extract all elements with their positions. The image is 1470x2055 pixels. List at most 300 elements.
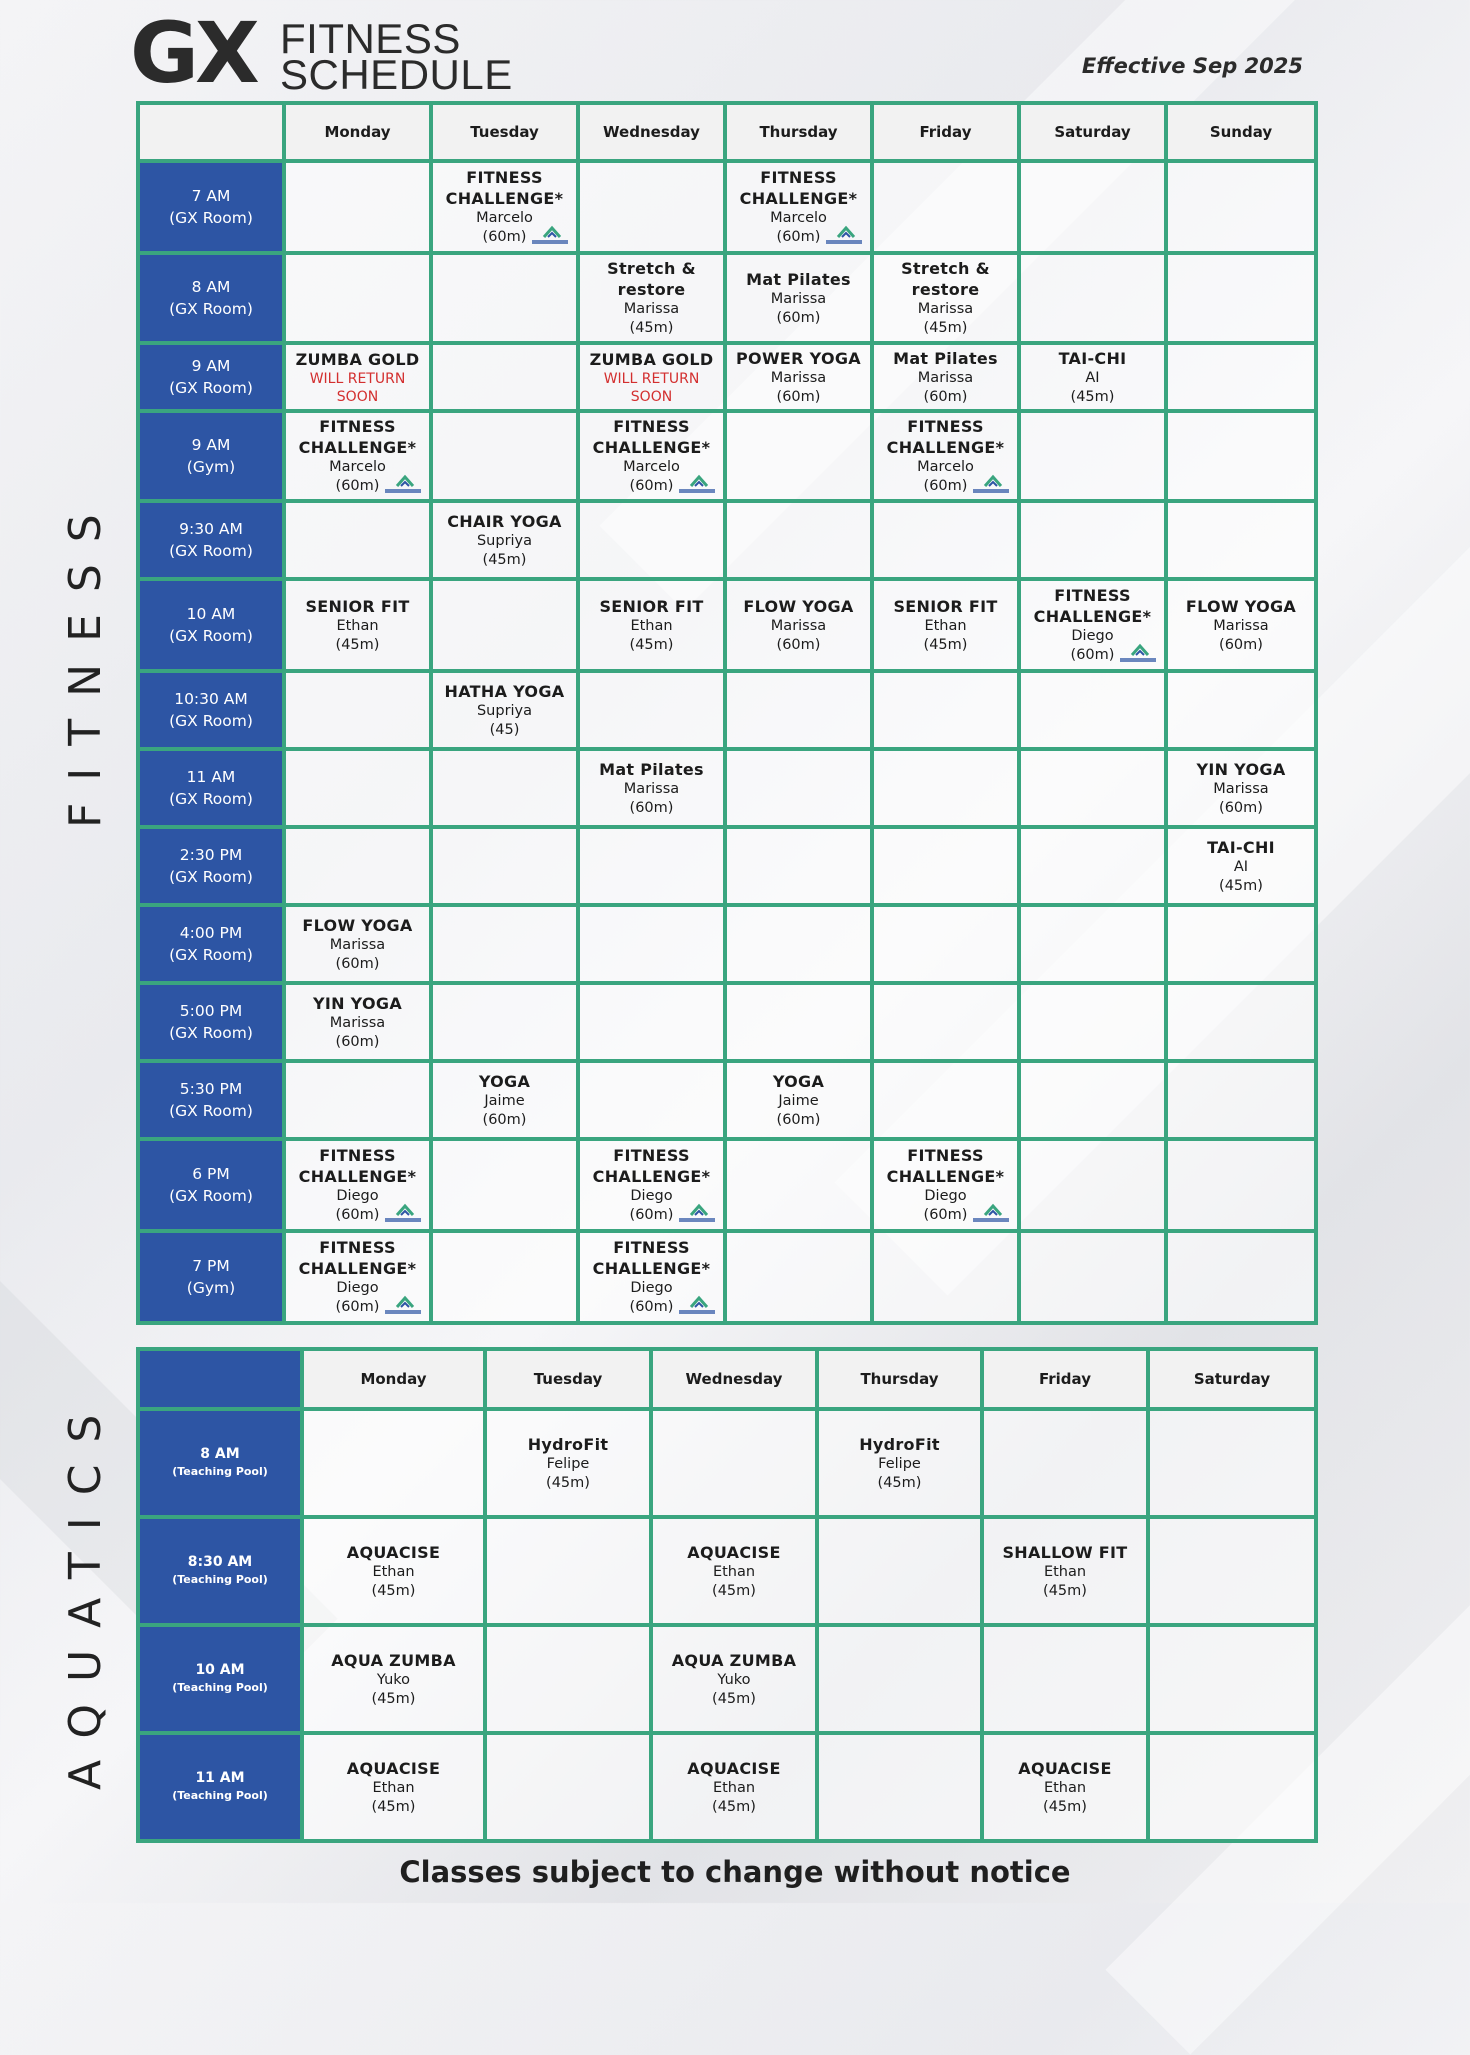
instructor-name: Yuko bbox=[717, 1671, 751, 1688]
class-entry bbox=[727, 165, 870, 249]
class-name: FITNESS CHALLENGE* bbox=[1033, 586, 1152, 626]
class-duration: (45m) bbox=[712, 1582, 756, 1599]
instructor-name: AI bbox=[1085, 369, 1100, 386]
fitness-class-cell bbox=[725, 1061, 872, 1139]
instructor-name: Marissa bbox=[329, 1014, 386, 1031]
aquatics-class-cell bbox=[302, 1517, 485, 1625]
time-label: 10 AM bbox=[186, 605, 236, 623]
class-duration: (60m) bbox=[629, 478, 674, 494]
class-duration: (45m) bbox=[629, 320, 674, 336]
instructor-name: Ethan bbox=[372, 1563, 415, 1580]
room-label: (GX Room) bbox=[169, 627, 253, 645]
fitness-time-row bbox=[138, 905, 1316, 983]
fitness-empty-cell bbox=[872, 1061, 1019, 1139]
class-duration: (45m) bbox=[1043, 1582, 1087, 1599]
class-name: Stretch & restore bbox=[901, 259, 990, 299]
class-name: SHALLOW FIT bbox=[1002, 1542, 1128, 1562]
aquatics-class-cell bbox=[982, 1733, 1148, 1841]
instructor-name: Ethan bbox=[712, 1563, 756, 1580]
aquatics-class-cell bbox=[651, 1733, 817, 1841]
fitness-empty-cell bbox=[431, 411, 578, 501]
aquatics-class-cell bbox=[651, 1625, 817, 1733]
fitness-time-row bbox=[138, 1231, 1316, 1323]
instructor-name: Ethan bbox=[712, 1779, 756, 1796]
fitness-class-cell bbox=[1019, 579, 1166, 671]
time-label: 8:30 AM bbox=[187, 1554, 253, 1570]
aquatics-class-cell bbox=[817, 1409, 982, 1517]
class-duration: (45m) bbox=[877, 1474, 922, 1491]
time-label: 9 AM bbox=[191, 436, 231, 454]
fitness-empty-cell bbox=[872, 749, 1019, 827]
fitness-time-slot bbox=[138, 827, 284, 905]
gx-logo bbox=[130, 4, 550, 102]
class-duration: (45m) bbox=[1070, 388, 1115, 405]
impulse-logo-icon bbox=[677, 474, 717, 496]
fitness-empty-cell bbox=[284, 1061, 431, 1139]
room-label: (GX Room) bbox=[169, 790, 253, 808]
fitness-day-header: Thursday bbox=[725, 103, 872, 161]
aquatics-day-header: Friday bbox=[982, 1349, 1148, 1409]
class-entry bbox=[1168, 594, 1314, 657]
fitness-empty-cell bbox=[872, 1231, 1019, 1323]
aquatics-empty-cell bbox=[485, 1625, 651, 1733]
class-duration: (60m) bbox=[776, 636, 821, 653]
class-duration: (45m) bbox=[923, 636, 968, 653]
instructor-name: Ethan bbox=[630, 617, 673, 634]
class-name: AQUACISE bbox=[346, 1542, 441, 1562]
fitness-empty-cell bbox=[1019, 253, 1166, 343]
fitness-class-cell bbox=[578, 749, 725, 827]
aquatics-time-slot bbox=[138, 1625, 302, 1733]
aquatics-day-header: Tuesday bbox=[485, 1349, 651, 1409]
class-entry bbox=[874, 1143, 1017, 1227]
aquatics-empty-cell bbox=[817, 1733, 982, 1841]
fitness-empty-cell bbox=[1166, 1061, 1316, 1139]
instructor-name: Marcelo bbox=[623, 459, 680, 475]
instructor-name: Diego bbox=[630, 1188, 673, 1204]
fitness-time-slot bbox=[138, 161, 284, 253]
aquatics-header-row bbox=[138, 1349, 1316, 1409]
aquatics-empty-cell bbox=[1148, 1409, 1316, 1517]
class-entry bbox=[433, 165, 576, 249]
class-name: FLOW YOGA bbox=[743, 596, 854, 616]
fitness-empty-cell bbox=[284, 253, 431, 343]
fitness-section-label: FITNESS bbox=[60, 492, 111, 828]
fitness-empty-cell bbox=[578, 501, 725, 579]
class-name: AQUACISE bbox=[346, 1758, 441, 1778]
class-entry bbox=[580, 1235, 723, 1319]
room-label: (GX Room) bbox=[169, 300, 253, 318]
instructor-name: Marissa bbox=[329, 936, 386, 953]
fitness-empty-cell bbox=[578, 905, 725, 983]
class-name: FITNESS CHALLENGE* bbox=[592, 1146, 711, 1186]
class-duration: (45m) bbox=[371, 1690, 416, 1707]
instructor-name: Diego bbox=[630, 1280, 673, 1296]
fitness-empty-cell bbox=[1166, 501, 1316, 579]
class-name: POWER YOGA bbox=[736, 348, 861, 368]
instructor-name: Ethan bbox=[336, 617, 379, 634]
instructor-name: Ethan bbox=[924, 617, 967, 634]
class-name: Mat Pilates bbox=[746, 269, 851, 289]
impulse-logo-icon bbox=[1118, 643, 1158, 665]
instructor-name: Marissa bbox=[623, 780, 680, 797]
class-duration: (60m) bbox=[776, 229, 821, 245]
class-duration: (60m) bbox=[923, 388, 968, 405]
fitness-empty-cell bbox=[578, 983, 725, 1061]
class-entry bbox=[286, 991, 429, 1054]
class-name: Stretch & restore bbox=[607, 259, 696, 299]
fitness-time-row bbox=[138, 161, 1316, 253]
class-duration: (45m) bbox=[335, 636, 380, 653]
time-label: 7 AM bbox=[191, 187, 231, 205]
class-name: AQUA ZUMBA bbox=[331, 1650, 456, 1670]
fitness-class-cell bbox=[431, 671, 578, 749]
fitness-class-cell bbox=[872, 253, 1019, 343]
fitness-corner bbox=[138, 103, 284, 161]
fitness-empty-cell bbox=[872, 501, 1019, 579]
instructor-name: Marissa bbox=[917, 301, 974, 317]
class-entry bbox=[580, 256, 723, 340]
class-entry bbox=[984, 1756, 1146, 1819]
aquatics-class-cell bbox=[302, 1625, 485, 1733]
class-name: FITNESS CHALLENGE* bbox=[592, 417, 711, 457]
class-entry bbox=[874, 346, 1017, 409]
class-name: AQUACISE bbox=[687, 1758, 781, 1778]
aquatics-class-cell bbox=[302, 1733, 485, 1841]
class-duration: (60m) bbox=[335, 1299, 380, 1315]
impulse-logo-icon bbox=[971, 1203, 1011, 1225]
class-name: ZUMBA GOLD bbox=[295, 349, 420, 369]
fitness-class-cell bbox=[578, 253, 725, 343]
fitness-empty-cell bbox=[578, 161, 725, 253]
fitness-time-row bbox=[138, 411, 1316, 501]
instructor-name: Marissa bbox=[917, 369, 974, 386]
class-entry bbox=[580, 594, 723, 657]
time-label: 8 AM bbox=[200, 1446, 240, 1462]
class-name: TAI-CHI bbox=[1058, 348, 1127, 368]
room-label: (Teaching Pool) bbox=[172, 1681, 268, 1694]
class-name: YIN YOGA bbox=[1196, 759, 1286, 779]
aquatics-time-slot bbox=[138, 1733, 302, 1841]
fitness-time-row bbox=[138, 983, 1316, 1061]
fitness-empty-cell bbox=[1019, 983, 1166, 1061]
class-name: CHAIR YOGA bbox=[447, 511, 562, 531]
fitness-time-row bbox=[138, 579, 1316, 671]
class-name: HydroFit bbox=[859, 1434, 940, 1454]
class-duration: (60m) bbox=[923, 1207, 968, 1223]
class-name: Mat Pilates bbox=[893, 348, 998, 368]
room-label: (Teaching Pool) bbox=[172, 1789, 268, 1802]
aquatics-day-header: Thursday bbox=[817, 1349, 982, 1409]
fitness-empty-cell bbox=[1166, 1231, 1316, 1323]
class-duration: (45m) bbox=[1219, 877, 1263, 894]
time-label: 9 AM bbox=[191, 357, 231, 375]
class-duration: (45m) bbox=[1043, 1798, 1087, 1815]
class-duration: (45) bbox=[489, 721, 520, 738]
impulse-logo-icon bbox=[677, 1203, 717, 1225]
fitness-empty-cell bbox=[1019, 501, 1166, 579]
instructor-name: Marcelo bbox=[770, 210, 827, 226]
class-duration: (60m) bbox=[482, 1111, 527, 1128]
class-name: TAI-CHI bbox=[1207, 837, 1275, 857]
fitness-class-cell bbox=[1166, 579, 1316, 671]
aquatics-empty-cell bbox=[1148, 1625, 1316, 1733]
fitness-schedule-table bbox=[136, 101, 1318, 1325]
class-name: HATHA YOGA bbox=[444, 681, 565, 701]
fitness-time-row bbox=[138, 501, 1316, 579]
impulse-logo-icon bbox=[971, 474, 1011, 496]
fitness-class-cell bbox=[284, 579, 431, 671]
aquatics-time-slot bbox=[138, 1517, 302, 1625]
class-name: AQUACISE bbox=[687, 1542, 781, 1562]
class-entry bbox=[1168, 835, 1314, 898]
fitness-class-cell bbox=[284, 983, 431, 1061]
fitness-time-slot bbox=[138, 749, 284, 827]
aquatics-time-row bbox=[138, 1409, 1316, 1517]
class-name: FITNESS CHALLENGE* bbox=[298, 1238, 417, 1278]
aquatics-empty-cell bbox=[485, 1733, 651, 1841]
instructor-name: Felipe bbox=[878, 1455, 921, 1472]
change-notice: Classes subject to change without notice bbox=[399, 1855, 1071, 1889]
logo-gx-text: GX bbox=[130, 4, 256, 102]
fitness-day-header: Friday bbox=[872, 103, 1019, 161]
class-duration: (45m) bbox=[371, 1798, 416, 1815]
fitness-empty-cell bbox=[725, 905, 872, 983]
fitness-time-slot bbox=[138, 411, 284, 501]
fitness-class-cell bbox=[872, 579, 1019, 671]
fitness-empty-cell bbox=[1019, 749, 1166, 827]
class-name: FLOW YOGA bbox=[302, 915, 413, 935]
time-label: 2:30 PM bbox=[179, 846, 243, 864]
class-entry bbox=[984, 1540, 1146, 1603]
impulse-logo-icon bbox=[530, 225, 570, 247]
fitness-class-cell bbox=[578, 579, 725, 671]
class-name: SENIOR FIT bbox=[893, 596, 998, 616]
class-name: FITNESS CHALLENGE* bbox=[886, 417, 1005, 457]
room-label: (GX Room) bbox=[169, 209, 253, 227]
fitness-class-cell bbox=[725, 343, 872, 411]
fitness-class-cell bbox=[872, 343, 1019, 411]
class-entry bbox=[304, 1540, 483, 1603]
fitness-empty-cell bbox=[284, 749, 431, 827]
fitness-empty-cell bbox=[725, 827, 872, 905]
fitness-time-row bbox=[138, 343, 1316, 411]
instructor-name: Marissa bbox=[1213, 617, 1269, 634]
time-label: 10:30 AM bbox=[174, 690, 248, 708]
fitness-empty-cell bbox=[872, 671, 1019, 749]
fitness-class-cell bbox=[284, 905, 431, 983]
fitness-class-cell bbox=[872, 411, 1019, 501]
fitness-empty-cell bbox=[1166, 161, 1316, 253]
aquatics-time-row bbox=[138, 1733, 1316, 1841]
fitness-class-cell bbox=[284, 1139, 431, 1231]
aquatics-empty-cell bbox=[982, 1625, 1148, 1733]
fitness-class-cell bbox=[1019, 343, 1166, 411]
fitness-empty-cell bbox=[1166, 1139, 1316, 1231]
fitness-empty-cell bbox=[725, 411, 872, 501]
class-duration: (60m) bbox=[629, 799, 674, 816]
time-label: 9:30 AM bbox=[179, 520, 243, 538]
instructor-name: Ethan bbox=[372, 1779, 415, 1796]
instructor-name: AI bbox=[1233, 858, 1249, 875]
class-entry bbox=[433, 1069, 576, 1132]
class-entry bbox=[580, 1143, 723, 1227]
fitness-empty-cell bbox=[431, 343, 578, 411]
class-entry bbox=[653, 1648, 815, 1711]
instructor-name: Marissa bbox=[623, 301, 680, 317]
fitness-class-cell bbox=[725, 253, 872, 343]
impulse-logo-icon bbox=[383, 1203, 423, 1225]
fitness-time-slot bbox=[138, 671, 284, 749]
instructor-name: Marcelo bbox=[476, 210, 533, 226]
class-duration: (60m) bbox=[776, 388, 821, 405]
class-name: HydroFit bbox=[527, 1434, 609, 1454]
class-entry bbox=[433, 509, 576, 572]
class-entry bbox=[727, 346, 870, 409]
class-entry bbox=[580, 414, 723, 498]
class-name: FITNESS CHALLENGE* bbox=[298, 1146, 417, 1186]
fitness-class-cell bbox=[1166, 827, 1316, 905]
fitness-class-cell bbox=[284, 1231, 431, 1323]
fitness-time-row bbox=[138, 1061, 1316, 1139]
fitness-time-slot bbox=[138, 905, 284, 983]
room-label: (Gym) bbox=[186, 1279, 236, 1297]
aquatics-class-cell bbox=[485, 1409, 651, 1517]
class-duration: (60m) bbox=[482, 229, 527, 245]
room-label: (GX Room) bbox=[169, 1102, 253, 1120]
fitness-empty-cell bbox=[725, 1139, 872, 1231]
class-entry bbox=[1021, 583, 1164, 667]
aquatics-empty-cell bbox=[817, 1517, 982, 1625]
class-entry bbox=[727, 267, 870, 330]
fitness-class-cell bbox=[872, 1139, 1019, 1231]
time-label: 4:00 PM bbox=[179, 924, 243, 942]
fitness-day-header: Wednesday bbox=[578, 103, 725, 161]
aquatics-empty-cell bbox=[485, 1517, 651, 1625]
logo-line-fitness: FITNESS bbox=[280, 15, 461, 62]
fitness-time-row bbox=[138, 671, 1316, 749]
class-duration: (45m) bbox=[712, 1690, 756, 1707]
aquatics-empty-cell bbox=[1148, 1733, 1316, 1841]
instructor-name: Jaime bbox=[484, 1092, 525, 1109]
class-entry bbox=[727, 1069, 870, 1132]
fitness-empty-cell bbox=[578, 1061, 725, 1139]
fitness-time-row bbox=[138, 253, 1316, 343]
class-duration: (60m) bbox=[335, 478, 380, 494]
class-entry bbox=[874, 594, 1017, 657]
fitness-class-cell bbox=[284, 343, 431, 411]
class-entry bbox=[487, 1432, 649, 1495]
class-duration: (60m) bbox=[629, 1207, 674, 1223]
time-label: 11 AM bbox=[186, 768, 236, 786]
instructor-name: Marcelo bbox=[917, 459, 974, 475]
fitness-empty-cell bbox=[284, 827, 431, 905]
class-entry bbox=[286, 1143, 429, 1227]
instructor-name: Ethan bbox=[1043, 1779, 1087, 1796]
fitness-time-slot bbox=[138, 1139, 284, 1231]
instructor-name: Marcelo bbox=[329, 459, 386, 475]
fitness-time-row bbox=[138, 827, 1316, 905]
class-name: AQUACISE bbox=[1018, 1758, 1112, 1778]
room-label: (Teaching Pool) bbox=[172, 1465, 268, 1478]
fitness-empty-cell bbox=[284, 671, 431, 749]
class-entry bbox=[580, 347, 723, 408]
time-label: 10 AM bbox=[195, 1662, 245, 1678]
aquatics-time-row bbox=[138, 1517, 1316, 1625]
impulse-logo-icon bbox=[383, 1295, 423, 1317]
class-entry bbox=[286, 347, 429, 408]
fitness-empty-cell bbox=[1019, 1231, 1166, 1323]
class-name: FITNESS CHALLENGE* bbox=[298, 417, 417, 457]
fitness-empty-cell bbox=[725, 1231, 872, 1323]
instructor-name: Diego bbox=[924, 1188, 967, 1204]
fitness-empty-cell bbox=[1166, 983, 1316, 1061]
aquatics-schedule-table bbox=[136, 1347, 1318, 1843]
fitness-class-cell bbox=[431, 1061, 578, 1139]
class-duration: (60m) bbox=[1070, 647, 1115, 663]
fitness-time-slot bbox=[138, 253, 284, 343]
class-name: YOGA bbox=[772, 1071, 825, 1091]
class-name: Mat Pilates bbox=[599, 759, 704, 779]
fitness-class-cell bbox=[578, 343, 725, 411]
fitness-class-cell bbox=[578, 411, 725, 501]
impulse-logo-icon bbox=[824, 225, 864, 247]
fitness-empty-cell bbox=[431, 905, 578, 983]
fitness-empty-cell bbox=[431, 749, 578, 827]
class-name: SENIOR FIT bbox=[305, 596, 410, 616]
fitness-time-slot bbox=[138, 579, 284, 671]
instructor-name: Marissa bbox=[770, 369, 827, 386]
class-entry bbox=[286, 594, 429, 657]
fitness-empty-cell bbox=[431, 1139, 578, 1231]
fitness-time-slot bbox=[138, 343, 284, 411]
class-entry bbox=[1168, 757, 1314, 820]
class-entry bbox=[286, 913, 429, 976]
time-label: 11 AM bbox=[195, 1770, 245, 1786]
class-entry bbox=[286, 414, 429, 498]
room-label: (Teaching Pool) bbox=[172, 1573, 268, 1586]
fitness-day-header: Sunday bbox=[1166, 103, 1316, 161]
fitness-time-row bbox=[138, 1139, 1316, 1231]
class-duration: (45m) bbox=[482, 551, 527, 568]
time-label: 8 AM bbox=[191, 278, 231, 296]
class-entry bbox=[819, 1432, 980, 1495]
fitness-empty-cell bbox=[578, 671, 725, 749]
instructor-name: Supriya bbox=[476, 532, 533, 549]
room-label: (GX Room) bbox=[169, 379, 253, 397]
fitness-class-cell bbox=[1166, 749, 1316, 827]
fitness-empty-cell bbox=[1019, 1061, 1166, 1139]
fitness-empty-cell bbox=[1166, 671, 1316, 749]
instructor-name: Ethan bbox=[1043, 1563, 1087, 1580]
fitness-empty-cell bbox=[431, 579, 578, 671]
fitness-empty-cell bbox=[1166, 253, 1316, 343]
class-entry bbox=[874, 256, 1017, 340]
class-name: YIN YOGA bbox=[312, 993, 403, 1013]
fitness-empty-cell bbox=[284, 501, 431, 579]
room-label: (GX Room) bbox=[169, 1024, 253, 1042]
class-duration: (60m) bbox=[923, 478, 968, 494]
fitness-empty-cell bbox=[1166, 411, 1316, 501]
class-duration: (45m) bbox=[712, 1798, 756, 1815]
class-entry bbox=[727, 594, 870, 657]
fitness-day-header: Monday bbox=[284, 103, 431, 161]
room-label: (Gym) bbox=[186, 458, 236, 476]
class-entry bbox=[874, 414, 1017, 498]
fitness-empty-cell bbox=[872, 161, 1019, 253]
aquatics-empty-cell bbox=[817, 1625, 982, 1733]
fitness-empty-cell bbox=[725, 983, 872, 1061]
